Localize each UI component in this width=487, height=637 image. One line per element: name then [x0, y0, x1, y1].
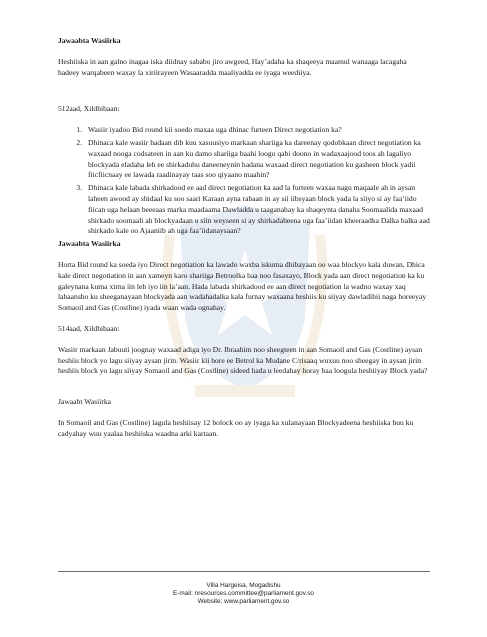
answer-heading-1: Jawaabta Wasiirka [58, 36, 121, 45]
question-heading-514: 514aad, Xildhibaan: [58, 323, 120, 333]
question-heading-512: 512aad, Xildhibaan: [58, 104, 120, 114]
answer-text-3: In Somaoil and Gas (Costline) lagula heshiisay 12 bolock oo ay iyaga ka xulanayaan Blockyadeena heshiiska buu ku cadyahay wuu yaalaa heshiiska waadna arki kartaan. [58, 417, 414, 438]
footer-divider [58, 571, 430, 572]
document-body [58, 36, 430, 440]
answer-heading-2: Jawaabta Wasiirka [58, 239, 121, 249]
question-item: 2. Dhinaca kale wasiir hadaan dib kuu xasuusiyo markaan shariiga ka dareenay qodobkaan direct negotiation ka waxaad nooga codsateen in aan ku damo shariiga baahi loogu qabi doono in wadaxaajood toos ah lagaliyo blockyada eladaha leh ee shirkaduhu daneeneynin hadana waxaad direct negotiation ku gasheen block yadii fiicfiicnaay ee lawada raadinayay taas soo qiyaano maahin? [84, 138, 430, 181]
page-footer [0, 582, 487, 607]
question-text-514: Wasiir markaan Jabuuti joognay waxaad adiga iyo Dr. Ibraahim noo sheegteen in aan Somaoil and Gas (Costline) aysan heshiis block yo lagu siiyay aysan jirin. Wasiir kii hore ee Betrol ka Mudane C/risaaq wuxuu noo sheegay in aysan jirin heshiis block yo lagu siiyay Somaoil and Gas (Costline) sideed hada u leedahay horay baa loogula heshiiyay Block yada? [58, 344, 428, 376]
footer-email: E-mail: nresources.committee@parliament.gov.so [173, 590, 314, 598]
question-item: 3. Dhinaca kale labada shirkadood ee aad direct negotiation ka aad la furteen waxaa nagu maqaale ah in aysan laheen awood ay shidaal ku soo saari Karaan ayna rabaan in ay sii iibsyaan block yada la siiyo si ay faa’iido fiican uga helaan beeeaas marka maadaama Dawladda u taaganahay ka shaqeynta danaha Soomaalida maxaad shirkado soomaali ah blockyadaan u siin weyseen si ay shirkadaheena uga faa’iidan kheeraadka Dalka halka aad shirkado kale oo Ajaaniib ah uga faa’iidanaysaan? [84, 183, 430, 237]
answer-heading-3: Jawaabt Wasiirka [58, 397, 112, 407]
answer-text-2: Horta Bid round ka soeda iyo Direct negotiation ka lawado waxba iskuma dhibayaan oo waa blockyo kala duwan, Dhica kale direct negotiation in aan xameyn karo shariiga Betroolka baa noo fasaxayo, Block yada aan direct negotiation ka ku galeynana kuma xirna iin leh iyo iin la’aan. Hada labada shirkadood ee aan direct negotiation la wadno waxay xaq lahaansho ku sheeganayaan blockyada aan wadahadalka kala furnay waxaana heshiis ku siiyay dawladihii naga horeeyay Somaoil and Gas (Costline) iyada waan wada ognahay. [58, 259, 427, 313]
footer-address: Villa Hargeisa, Mogadishu [206, 582, 281, 589]
footer-website: Website: www.parliament.gov.so [197, 598, 290, 606]
question-item: 1. Wasiir iyadoo Bid round kii soedo maxaa uga dhinac furteen Direct negotiation ka? [84, 125, 430, 136]
answer-text-1: Heshiiska in aan galno inagaa iska diidnay sababo jiro awgeed, Hay’adaha ka shaqeeya maamul wanaaga lacagaha hadeey warqabeen waxay la xiriirayeen Wasaaradda maaliyadda ee iyaga weediiya. [58, 56, 407, 77]
question-list-512 [58, 125, 430, 237]
